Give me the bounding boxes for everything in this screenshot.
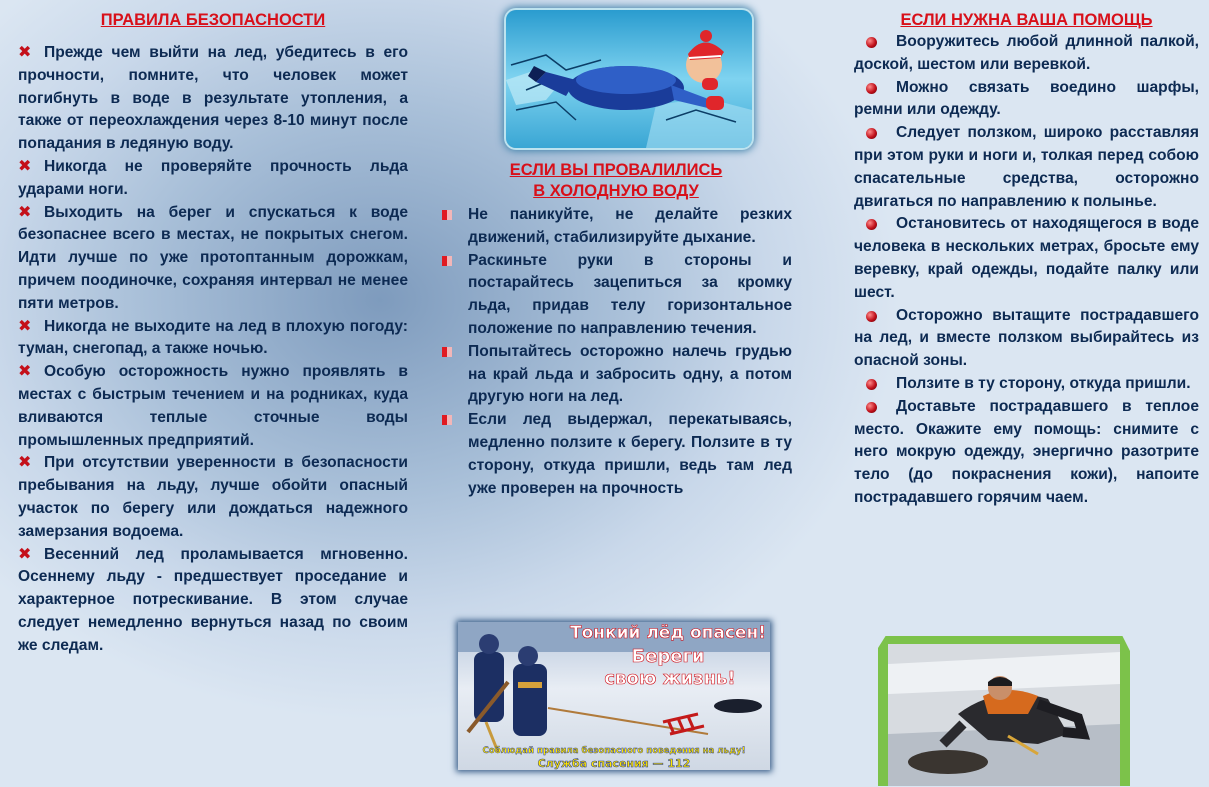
poster-title-1: Тонкий лёд опасен! (570, 623, 766, 643)
man-on-ice-image (888, 644, 1120, 786)
cross-icon: ✖ (18, 44, 32, 61)
square-bullet-icon (442, 256, 452, 266)
list-item: Можно связать воедино шарфы, ремни или одежду. (854, 78, 1199, 119)
safety-poster (458, 622, 770, 770)
cross-icon: ✖ (18, 203, 32, 221)
safety-rules-column (18, 0, 408, 658)
rule-item: ✖ Выходить на берег и спускаться к воде безопаснее всего в местах, не покрытых снегом. Идти лучше по уже протоптанным дорожкам, причем поодиночке, сохраняя интервал не менее пяти метров. (18, 203, 408, 312)
cross-icon: ✖ (18, 157, 32, 175)
round-bullet-icon (866, 128, 877, 139)
list-item: Не паникуйте, не делайте резких движений, стабилизируйте дыхание. (440, 204, 792, 250)
list-item: Осторожно вытащите пострадавшего на лед, и вместе ползком выбирайтесь из опасной зоны. (854, 306, 1199, 370)
round-bullet-icon (866, 37, 877, 48)
help-column (854, 0, 1199, 787)
square-bullet-icon (442, 347, 452, 357)
round-bullet-icon (866, 379, 877, 390)
fell-through-column (440, 0, 792, 787)
rule-item: ✖ Особую осторожность нужно проявлять в местах с быстрым течением и на родниках, куда вливаются теплые сточные воды промышленных предприятий. (18, 363, 408, 449)
help-list (854, 31, 1199, 510)
ice-crawl-illustration (506, 10, 752, 148)
square-bullet-icon (442, 210, 452, 220)
list-item: Ползите в ту сторону, откуда пришли. (854, 373, 1199, 396)
square-bullet-icon (442, 415, 452, 425)
round-bullet-icon (866, 83, 877, 94)
list-item: Следует ползком, широко расставляя при этом руки и ноги и, толкая перед собою спасательные средства, осторожно двигаться по направлению к полынье. (854, 124, 1199, 210)
poster-title-3: свою жизнь! (604, 668, 736, 689)
rule-item: ✖ Никогда не проверяйте прочность льда ударами ноги. (18, 157, 408, 198)
list-item: Попытайтесь осторожно налечь грудью на край льда и забросить одну, а потом другую ноги на лед. (440, 341, 792, 409)
rescue-photo-frame (878, 636, 1130, 786)
list-item: Остановитесь от находящегося в воде человека в нескольких метрах, бросьте ему веревку, край одежды, подайте палку или шест. (854, 215, 1199, 301)
cross-icon: ✖ (18, 363, 32, 381)
rescue-poster-image (458, 622, 770, 770)
rule-item: ✖ Никогда не выходите на лед в плохую погоду: туман, снегопад, а также ночью. (18, 317, 408, 358)
round-bullet-icon (866, 402, 877, 413)
rule-item: ✖ Весенний лед проламывается мгновенно. Осеннему льду - предшествует проседание и характерное потрескивание. В этом случае следует немедленно вернуться назад по своим же следам. (18, 545, 408, 654)
cross-icon: ✖ (18, 454, 32, 472)
rule-item: ✖ При отсутствии уверенности в безопасности пребывания на льду, лучше обойти опасный участок по берегу или дождаться надежного замерзания водоема. (18, 454, 408, 540)
list-item: Если лед выдержал, перекатываясь, медленно ползите к берегу. Ползите в ту сторону, откуда пришли, ведь там лед уже проверен на прочность (440, 409, 792, 500)
safety-rules-list (18, 42, 408, 658)
help-heading: ЕСЛИ НУЖНА ВАША ПОМОЩЬ (900, 11, 1153, 29)
poster-rules-line: Соблюдай правила безопасного поведения на льду! (482, 746, 746, 756)
round-bullet-icon (866, 219, 877, 230)
poster-title-2: Береги (631, 646, 705, 667)
poster-rescue-line: Служба спасения — 112 (537, 757, 691, 770)
fell-through-heading: ЕСЛИ ВЫ ПРОВАЛИЛИСЬ В ХОЛОДНУЮ ВОДУ (509, 161, 723, 200)
rule-item: ✖ Прежде чем выйти на лед, убедитесь в его прочности, помните, что человек может погибнуть в воде в результате утопления, а также от переохлаждения через 8-10 минут после попадания в ледяную воду. (18, 44, 408, 153)
list-item: Доставьте пострадавшего в теплое место. Окажите ему помощь: снимите с него мокрую одежду, энергично разотрите тело (до покраснения кожи), напоите пострадавшего горячим чаем. (854, 397, 1199, 506)
rescue-photo (888, 644, 1120, 786)
cross-icon: ✖ (18, 317, 32, 335)
safety-rules-heading: ПРАВИЛА БЕЗОПАСНОСТИ (100, 11, 326, 29)
list-item: Вооружитесь любой длинной палкой, доской, шестом или веревкой. (854, 33, 1199, 73)
fell-through-list (440, 204, 792, 500)
cross-icon: ✖ (18, 545, 32, 563)
list-item: Раскиньте руки в стороны и постарайтесь зацепиться за кромку льда, придав телу горизонтальное положение по направлению течения. (440, 250, 792, 341)
person-on-ice-image (506, 10, 752, 148)
round-bullet-icon (866, 311, 877, 322)
